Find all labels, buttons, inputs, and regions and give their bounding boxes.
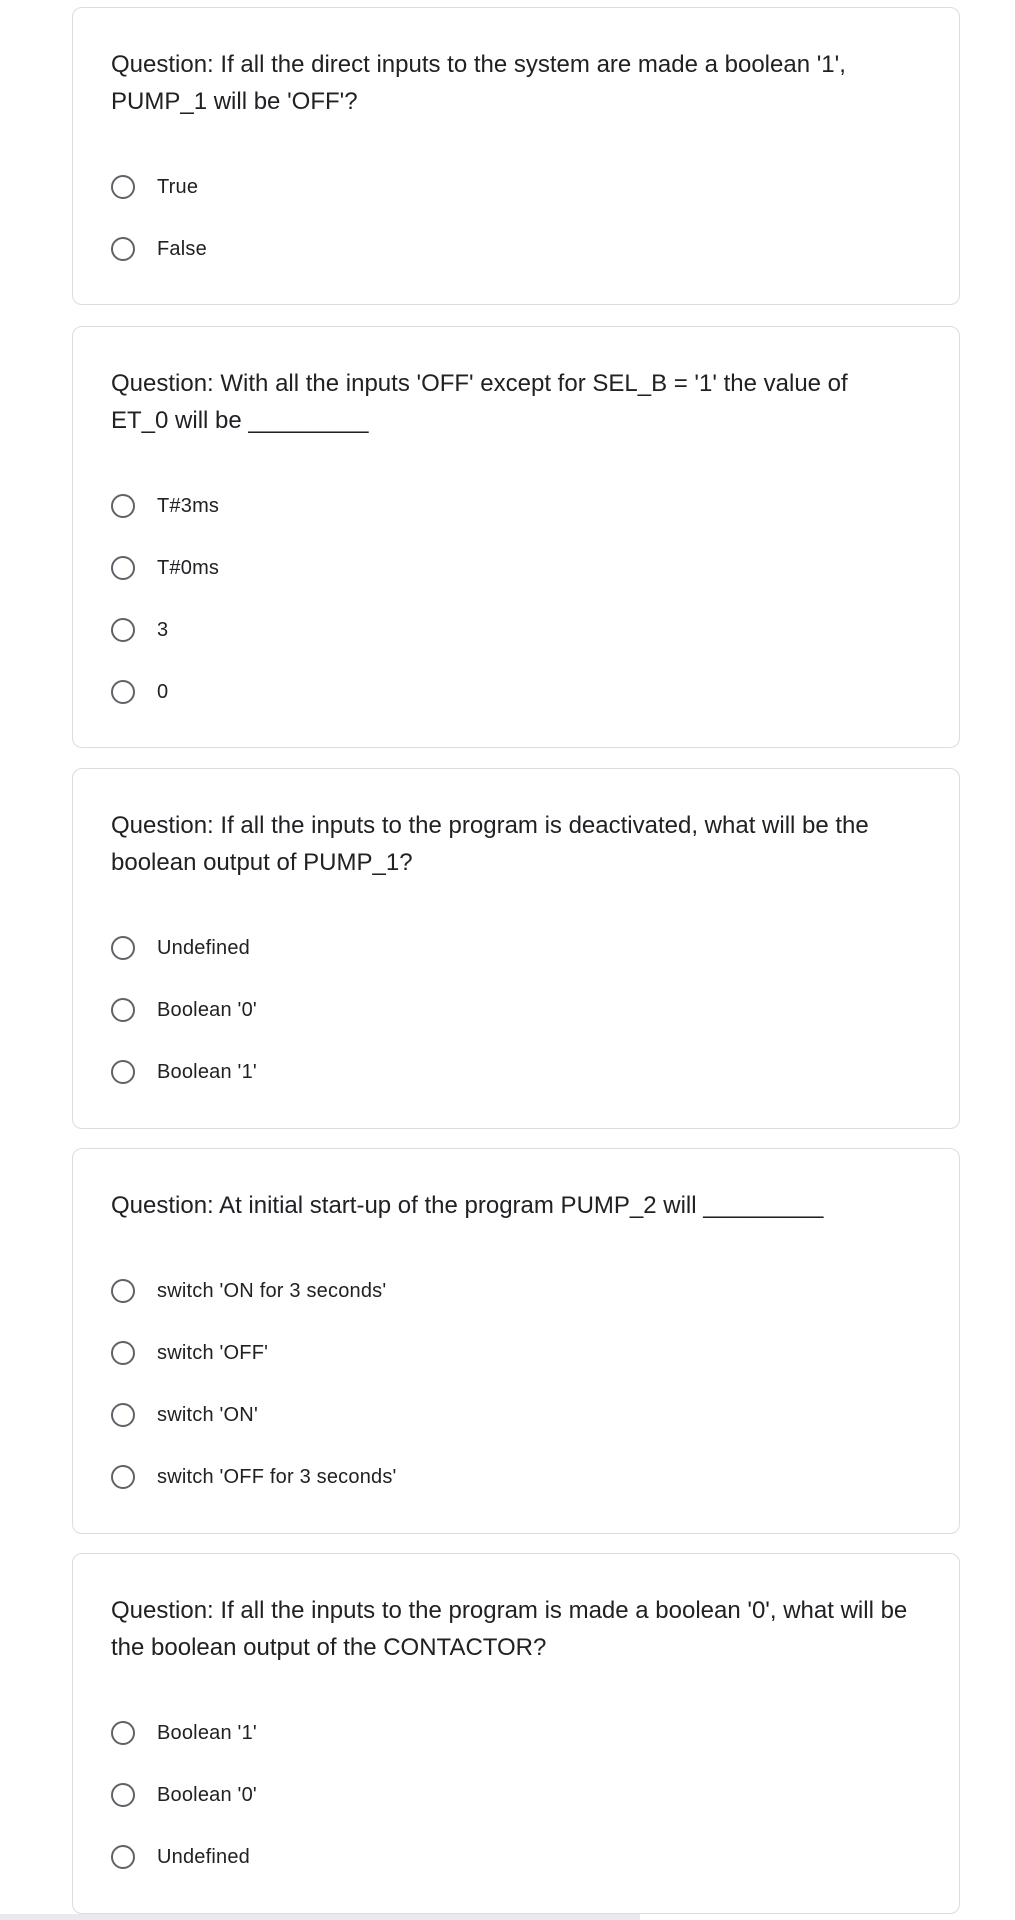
radio-option[interactable] [111, 1260, 921, 1322]
question-text: Question: If all the inputs to the program is deactivated, what will be the boolean output of PUMP_1? [111, 812, 869, 876]
radio-option[interactable] [111, 661, 921, 723]
radio-button-icon[interactable] [111, 1060, 135, 1084]
option-label: Undefined [157, 936, 250, 959]
option-label: switch 'ON for 3 seconds' [157, 1279, 387, 1302]
radio-group [111, 1702, 921, 1888]
radio-button-icon[interactable] [111, 1783, 135, 1807]
radio-group [111, 475, 921, 723]
radio-option[interactable] [111, 1446, 921, 1508]
option-label: Boolean '0' [157, 998, 257, 1021]
radio-option[interactable] [111, 1322, 921, 1384]
radio-button-icon[interactable] [111, 237, 135, 261]
question-card-4 [72, 1148, 960, 1534]
option-label: Boolean '0' [157, 1783, 257, 1806]
radio-option[interactable] [111, 156, 921, 218]
question-text: Question: At initial start-up of the program PUMP_2 will _________ [111, 1192, 824, 1219]
radio-option[interactable] [111, 1041, 921, 1103]
radio-option[interactable] [111, 917, 921, 979]
option-label: T#0ms [157, 556, 220, 579]
option-label: switch 'OFF' [157, 1341, 269, 1364]
radio-button-icon[interactable] [111, 618, 135, 642]
question-card-3 [72, 768, 960, 1129]
radio-button-icon[interactable] [111, 1341, 135, 1365]
radio-option[interactable] [111, 218, 921, 280]
option-label: 0 [157, 680, 169, 703]
radio-option[interactable] [111, 979, 921, 1041]
radio-group [111, 156, 921, 280]
radio-button-icon[interactable] [111, 1465, 135, 1489]
radio-button-icon[interactable] [111, 936, 135, 960]
radio-button-icon[interactable] [111, 1721, 135, 1745]
option-label: switch 'ON' [157, 1403, 258, 1426]
radio-button-icon[interactable] [111, 556, 135, 580]
radio-button-icon[interactable] [111, 1845, 135, 1869]
radio-group [111, 917, 921, 1103]
radio-button-icon[interactable] [111, 1403, 135, 1427]
radio-option[interactable] [111, 1826, 921, 1888]
radio-option[interactable] [111, 475, 921, 537]
bottom-scroll-indicator [0, 1914, 640, 1920]
radio-button-icon[interactable] [111, 494, 135, 518]
option-label: False [157, 237, 207, 260]
radio-option[interactable] [111, 1702, 921, 1764]
radio-option[interactable] [111, 599, 921, 661]
radio-button-icon[interactable] [111, 680, 135, 704]
radio-group [111, 1260, 921, 1508]
radio-button-icon[interactable] [111, 175, 135, 199]
question-card-1 [72, 7, 960, 305]
radio-option[interactable] [111, 537, 921, 599]
question-card-2 [72, 326, 960, 748]
radio-button-icon[interactable] [111, 998, 135, 1022]
option-label: True [157, 175, 199, 198]
option-label: Undefined [157, 1845, 250, 1868]
radio-option[interactable] [111, 1764, 921, 1826]
option-label: 3 [157, 618, 169, 641]
question-text: Question: If all the direct inputs to the system are made a boolean '1', PUMP_1 will be 'OFF'? [111, 51, 846, 115]
question-text: Question: If all the inputs to the program is made a boolean '0', what will be the boolean output of the CONTACTOR? [111, 1597, 908, 1661]
radio-option[interactable] [111, 1384, 921, 1446]
question-text: Question: With all the inputs 'OFF' except for SEL_B = '1' the value of ET_0 will be _________ [111, 370, 848, 434]
option-label: T#3ms [157, 494, 220, 517]
option-label: switch 'OFF for 3 seconds' [157, 1465, 397, 1488]
question-card-5 [72, 1553, 960, 1914]
option-label: Boolean '1' [157, 1060, 257, 1083]
radio-button-icon[interactable] [111, 1279, 135, 1303]
option-label: Boolean '1' [157, 1721, 257, 1744]
